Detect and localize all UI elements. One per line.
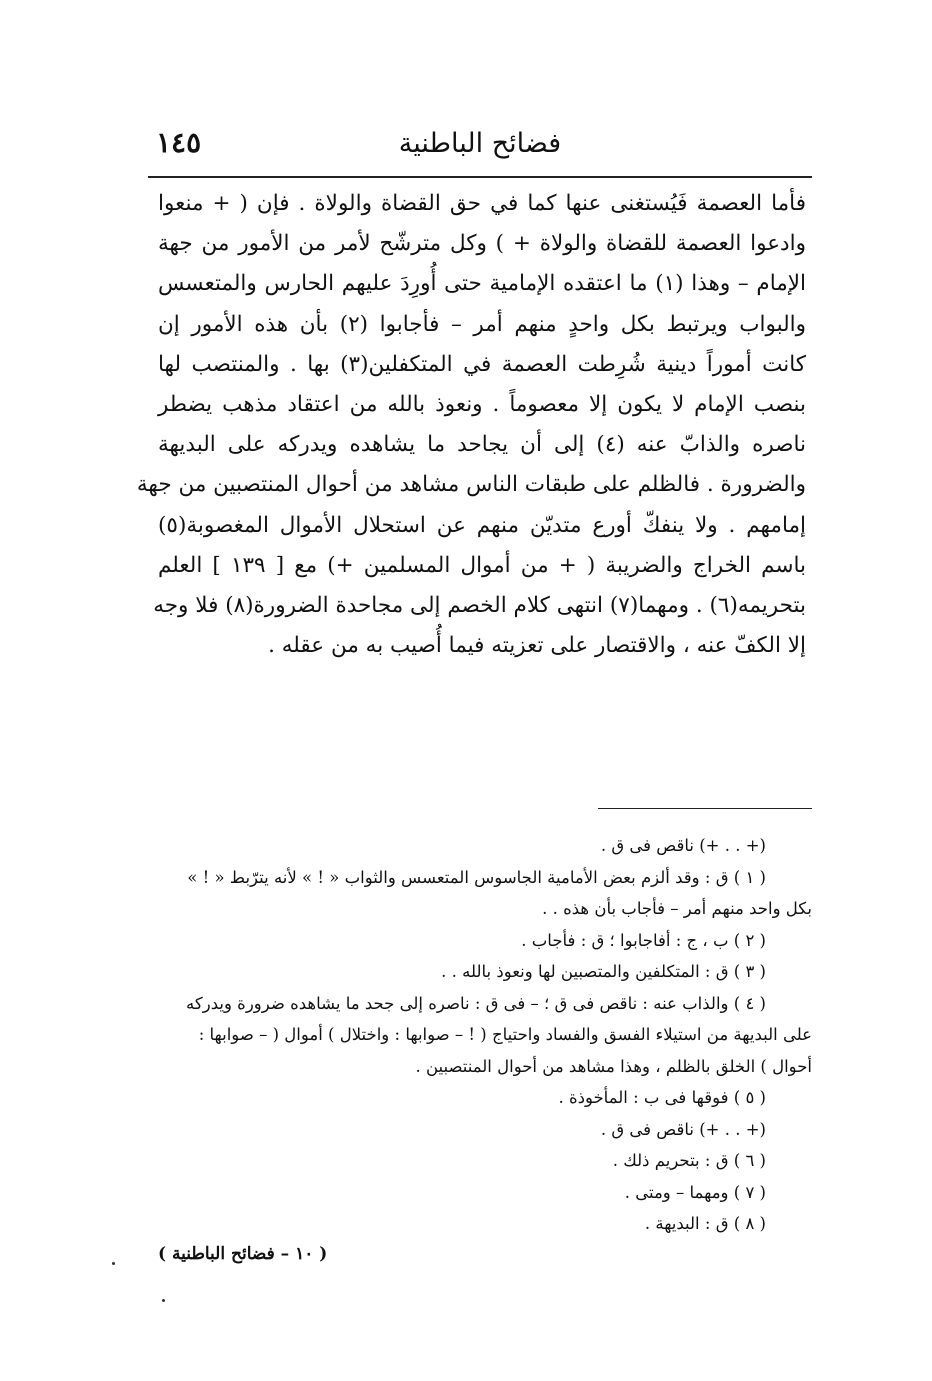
scan-speck xyxy=(162,1299,165,1302)
footnote-line: ( ٨ ) ق : البديهة . xyxy=(644,1214,766,1233)
page-number: ١٤٥ xyxy=(156,126,202,159)
footnote-line: ( ٢ ) ب ، ج : أفاجابوا ؛ ق : فأجاب . xyxy=(521,930,766,950)
footnote-line: على البديهة من استيلاء الفسق والفساد واحتياج ( ! – صوابها : واختلال ) أموال ( – صوابها : xyxy=(198,1025,812,1044)
scan-speck xyxy=(112,1262,115,1265)
footnote-line: ( ٣ ) ق : المتكلفين والمتصبين لها ونعوذ بالله . . xyxy=(441,962,766,981)
text-line: الإمام – وهذا (١) ما اعتقده الإمامية حتى أُورِدَ عليهم الحارس والمتعسس xyxy=(158,271,806,297)
footnote-line: ( ٥ ) فوقها فى ب : المأخوذة . xyxy=(558,1088,766,1107)
main-text xyxy=(136,184,806,666)
header-rule xyxy=(148,176,812,178)
footnote-line: ( ١ ) ق : وقد ألزم بعض الأمامية الجاسوس المتعسس والثواب « ! » لأنه يترّبط « ! » xyxy=(187,867,766,887)
text-line: باسم الخراج والضريبة ( + من أموال المسلمين +) مع [ ١٣٩ ] العلم xyxy=(158,552,806,578)
footnote-line: بكل واحد منهم أمر – فأجاب بأن هذه . . xyxy=(542,899,812,918)
page-header xyxy=(150,120,810,164)
text-line: وادعوا العصمة للقضاة والولاة + ) وكل مترشّح لأمر من الأمور من جهة xyxy=(158,231,806,257)
footnote-line: أحوال ) الخلق بالظلم ، وهذا مشاهد من أحوال المنتصبين . xyxy=(415,1056,812,1076)
text-line: بنصب الإمام لا يكون إلا معصوماً . ونعوذ بالله من اعتقاد مذهب يضطر xyxy=(158,391,806,417)
text-line: والضرورة . فالظلم على طبقات الناس مشاهد من أحوال المنتصبين من جهة xyxy=(136,472,806,498)
text-line: بتحريمه(٦) . ومهما(٧) انتهى كلام الخصم إلى مجاحدة الضرورة(٨) فلا وجه xyxy=(153,592,806,618)
text-line: إلا الكفّ عنه ، والاقتصار على تعزيته فيما أُصيب به من عقله . xyxy=(268,633,806,659)
signature-mark: ( ١٠ – فضائح الباطنية ) xyxy=(158,1244,328,1264)
text-line: فأما العصمة فَيُستغنى عنها كما في حق القضاة والولاة . فإن ( + منعوا xyxy=(158,191,806,216)
running-title: فضائح الباطنية xyxy=(398,128,562,159)
footnotes xyxy=(152,830,812,1240)
footnote-rule xyxy=(598,808,812,809)
text-line: كانت أموراً دينية شُرِطت العصمة في المتكفلين(٣) بها . والمنتصب لها xyxy=(158,351,806,377)
text-line: إمامهم . ولا ينفكّ أورع متديّن منهم عن استحلال الأموال المغصوبة(٥) xyxy=(158,512,806,538)
text-line: والبواب ويرتبط بكل واحدٍ منهم أمر – فأجابوا (٢) بأن هذه الأمور إن xyxy=(158,311,806,337)
footnote-line: (+ . . +) ناقص فى ق . xyxy=(600,1119,766,1139)
footnote-line: ( ٤ ) والذاب عنه : ناقص فى ق ؛ – فى ق : ناصره إلى جحد ما يشاهده ضرورة ويدركه xyxy=(186,993,766,1013)
text-line: ناصره والذابّ عنه (٤) إلى أن يجاحد ما يشاهده ويدركه على البديهة xyxy=(158,432,806,458)
footnote-line: (+ . . +) ناقص فى ق . xyxy=(600,836,766,855)
footnote-line: ( ٧ ) ومهما – ومتى . xyxy=(624,1182,766,1202)
footnote-line: ( ٦ ) ق : بتحريم ذلك . xyxy=(612,1151,766,1170)
